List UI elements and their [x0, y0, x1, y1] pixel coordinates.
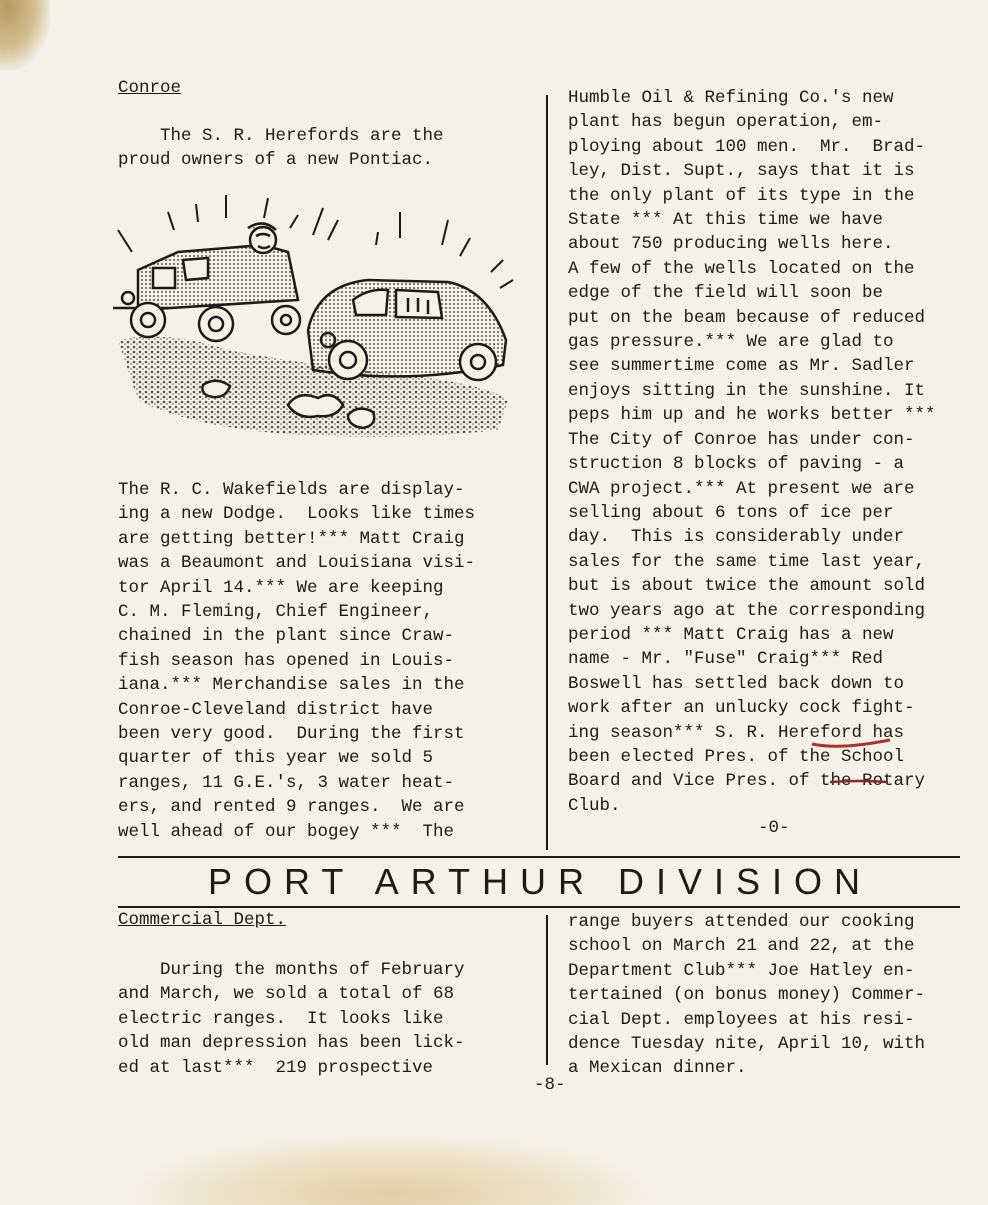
column-divider-bottom [546, 915, 548, 1065]
page-number: -8- [534, 1075, 566, 1095]
cars-cartoon-illustration [108, 190, 528, 460]
conroe-heading: Conroe [118, 78, 182, 98]
division-rule-top [118, 856, 960, 858]
division-title: PORT ARTHUR DIVISION [207, 861, 873, 902]
paper-stain [0, 0, 50, 70]
conroe-intro-text: The S. R. Herefords are the proud owners of a new Pontiac. [118, 126, 444, 171]
paper-stain-bottom [130, 1135, 650, 1205]
conroe-left-column-text: The R. C. Wakefields are display- ing a new Dodge. Looks like times are getting better!*** Matt Craig was a Beaumont and Louisiana visi- tor April 14.*** We are keeping C. M. Fleming, Chief Engineer, chained in the plant since Craw- fish season has opened in Louis- iana.*** Merchandise sales in the Conroe-Cleveland district have been very good. During the first quarter of this year we sold 5 ranges, 11 G.E.'s, 3 water heat- ers, and rented 9 ranges. We are well ahead of our bogey *** The [118, 480, 476, 842]
commercial-left-column-text: During the months of February and March, we sold a total of 68 electric ranges. It looks like old man depression has been lick- ed at last*** 219 prospective [118, 960, 465, 1078]
conroe-end-mark: -0- [758, 818, 790, 838]
column-divider-top [546, 95, 548, 850]
division-rule-bottom [118, 906, 960, 908]
red-ink-underline-mark [800, 738, 890, 788]
conroe-right-column-text: Humble Oil & Refining Co.'s new plant has begun operation, em- ploying about 100 men. Mr. Brad- ley, Dist. Supt., says that it is the only plant of its type in the State *** At this time we have about 750 producing wells here. A few of the wells located on the edge of the field will soon be put on the beam because of reduced gas pressure.*** We are glad to see summertime come as Mr. Sadler enjoys sitting in the sunshine. It peps him up and he works better *** The City of Conroe has under con- struction 8 blocks of paving - a CWA project.*** At present we are selling about 6 tons of ice per day. This is considerably under sales for the same time last year, but is about twice the amount sold two years ago at the corresponding period *** Matt Craig has a new name - Mr. "Fuse" Craig*** Red Boswell has settled back down to work after an unlucky cock fight- ing season*** S. R. Hereford has been elected Pres. of the School Board and Vice Pres. of the Rotary Club. [568, 88, 936, 816]
commercial-heading: Commercial Dept. [118, 910, 287, 930]
commercial-right-column-text: range buyers attended our cooking school on March 21 and 22, at the Department Club*** Joe Hatley en- tertained (on bonus money) Commer- cial Dept. employees at his resi- dence Tuesday nite, April 10, with a Mexican dinner. [568, 912, 926, 1079]
